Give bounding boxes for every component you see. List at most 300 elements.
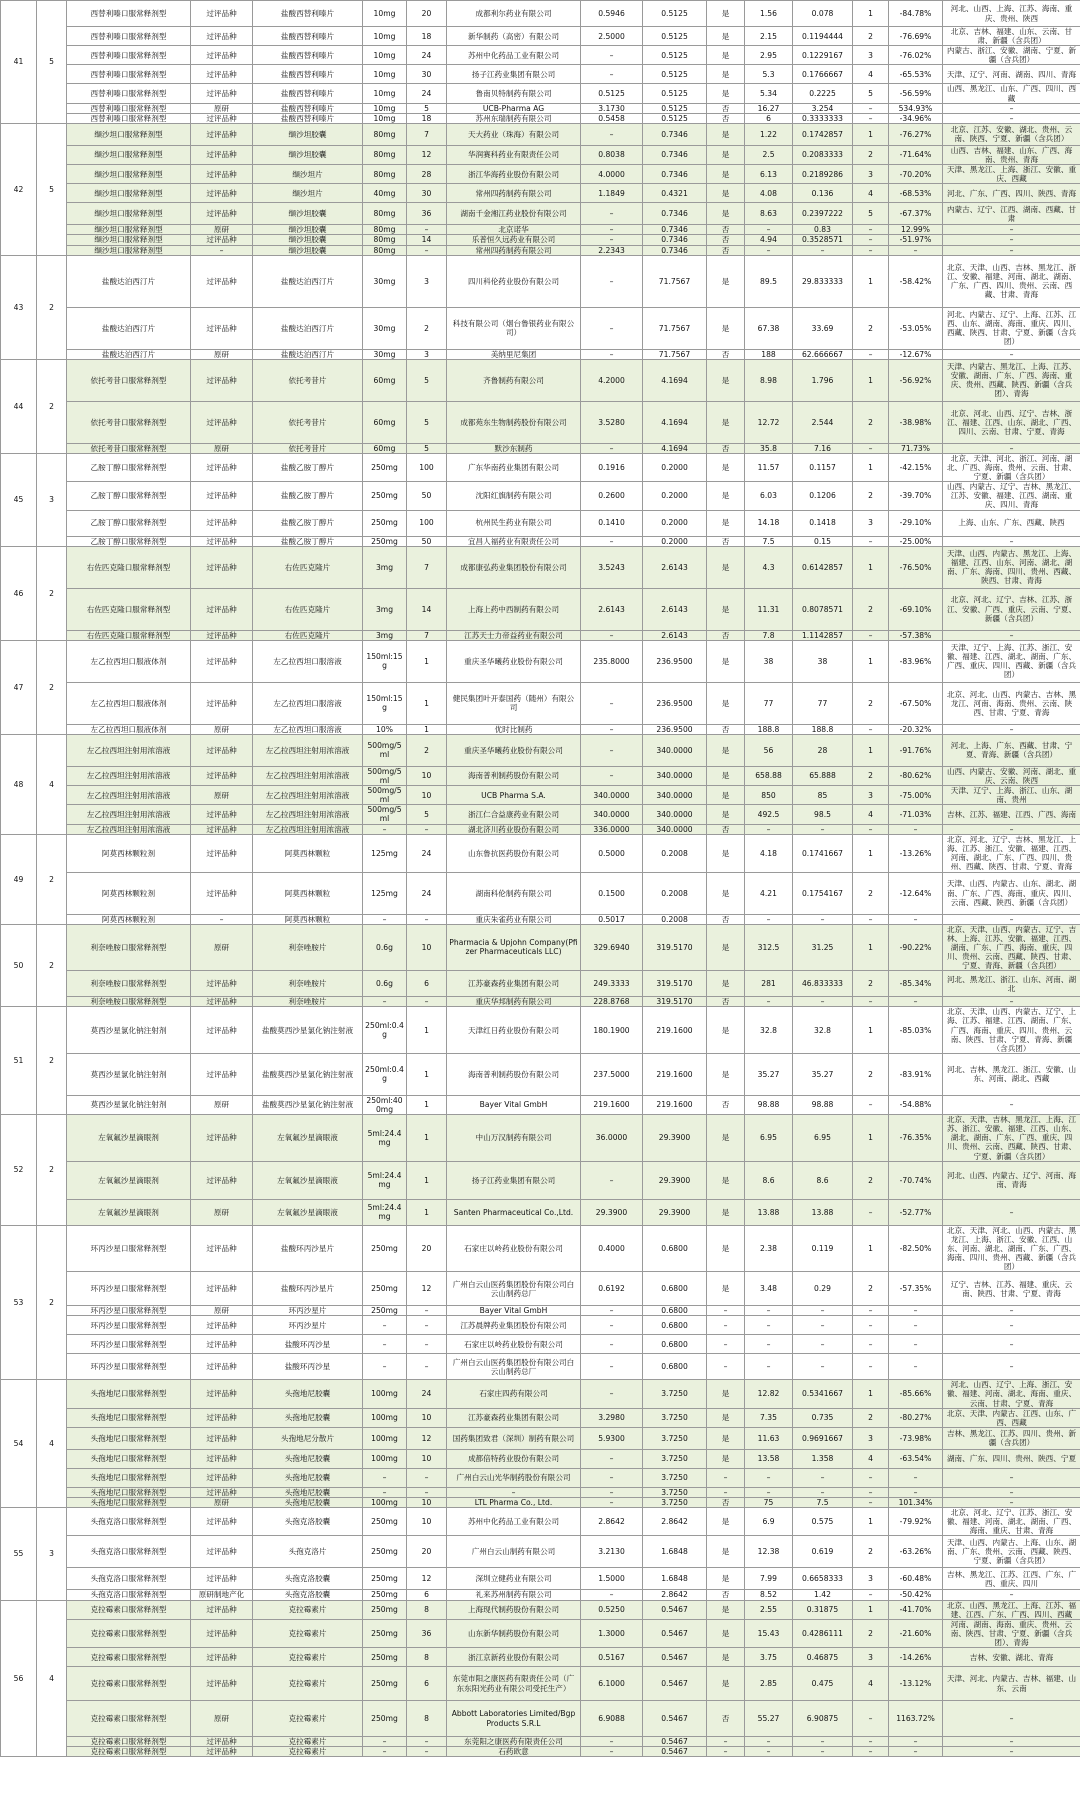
table-row <box>1 1498 1080 1508</box>
rank-cell: 4 <box>853 1449 889 1468</box>
selected-cell: 是 <box>707 453 745 481</box>
table-row <box>1 401 1080 443</box>
manufacturer-cell: 山东鲁抗医药股份有限公司 <box>447 834 581 872</box>
specification-cell: 250mg <box>363 1508 407 1536</box>
supply-regions-cell: – <box>943 1468 1080 1487</box>
unit-price-cell: 0.15 <box>793 536 853 546</box>
drug-category-cell: 头孢克洛口服常释剂型 <box>67 1590 191 1600</box>
drug-category-cell: 盐酸达泊西汀片 <box>67 349 191 359</box>
unit-price-cell: 1.1142857 <box>793 630 853 640</box>
table-row <box>1 235 1080 245</box>
evaluation-type-cell: 过评品种 <box>191 255 253 307</box>
price-reduction-cell: – <box>889 245 943 255</box>
supply-regions-cell: 吉林、黑龙江、江苏、四川、贵州、新疆（含兵团） <box>943 1427 1080 1449</box>
evaluation-type-cell: 过评品种 <box>191 1508 253 1536</box>
evaluation-type-cell: 过评品种 <box>191 1 253 27</box>
price-reduction-cell: -14.26% <box>889 1648 943 1667</box>
base-price-cell: 1.6848 <box>643 1568 707 1590</box>
selected-cell: 是 <box>707 27 745 46</box>
manufacturer-cell: 浙江仁合益康药业有限公司 <box>447 805 581 824</box>
base-price-cell: 0.2000 <box>643 510 707 536</box>
table-row <box>1 203 1080 225</box>
base-price-cell: 0.6800 <box>643 1272 707 1306</box>
unit-price-cell: 0.619 <box>793 1536 853 1568</box>
selected-cell: 是 <box>707 255 745 307</box>
price-reduction-cell: -75.00% <box>889 786 943 805</box>
drug-category-cell: 缬沙坦口服常释剂型 <box>67 203 191 225</box>
pack-size-cell: 8 <box>407 1701 447 1737</box>
selected-cell: 是 <box>707 46 745 65</box>
table-row <box>1 630 1080 640</box>
specification-cell: 30mg <box>363 307 407 349</box>
selected-cell: 是 <box>707 1600 745 1619</box>
reference-price-cell: 2.5000 <box>581 27 643 46</box>
price-reduction-cell: – <box>889 997 943 1007</box>
specification-cell: 250mg <box>363 1568 407 1590</box>
rank-cell: – <box>853 103 889 113</box>
bid-price-cell: 13.58 <box>745 1449 793 1468</box>
base-price-cell: 0.5467 <box>643 1600 707 1619</box>
drug-category-cell: 环丙沙星口服常释剂型 <box>67 1316 191 1335</box>
evaluation-type-cell: 过评品种 <box>191 1335 253 1354</box>
unit-price-cell: 31.25 <box>793 924 853 971</box>
base-price-cell: 0.7346 <box>643 203 707 225</box>
drug-category-cell: 左氧氟沙星滴眼剂 <box>67 1199 191 1225</box>
supply-regions-cell: 上海、山东、广东、西藏、陕西 <box>943 510 1080 536</box>
pack-size-cell: 12 <box>407 1568 447 1590</box>
price-reduction-cell: – <box>889 1306 943 1316</box>
drug-category-cell: 缬沙坦口服常释剂型 <box>67 245 191 255</box>
specification-cell: 500mg/5ml <box>363 766 407 785</box>
table-row <box>1 84 1080 103</box>
bid-price-cell: 6.95 <box>745 1115 793 1162</box>
selected-cell: 是 <box>707 401 745 443</box>
table-row <box>1 1427 1080 1449</box>
reference-price-cell: – <box>581 46 643 65</box>
price-reduction-cell: -39.70% <box>889 482 943 510</box>
specification-cell: 150ml:15g <box>363 640 407 682</box>
reference-price-cell: – <box>581 349 643 359</box>
table-row <box>1 1701 1080 1737</box>
base-price-cell: 340.0000 <box>643 805 707 824</box>
reference-price-cell: 6.9088 <box>581 1701 643 1737</box>
price-reduction-cell: -21.60% <box>889 1619 943 1647</box>
table-row <box>1 786 1080 805</box>
supply-regions-cell: 北京、天津、山西、内蒙古、辽宁、上海、江苏、福建、江西、湖南、广东、广西、海南、重庆、四川、贵州、云南、陕西、甘肃、宁夏、青海、新疆（含兵团） <box>943 1007 1080 1054</box>
product-name-cell: 盐酸环丙沙星 <box>253 1354 363 1380</box>
price-reduction-cell: 534.93% <box>889 103 943 113</box>
manufacturer-cell: 广东华南药业集团有限公司 <box>447 453 581 481</box>
drug-category-cell: 西替利嗪口服常释剂型 <box>67 103 191 113</box>
product-name-cell: 头孢克洛胶囊 <box>253 1590 363 1600</box>
manufacturer-cell: 礼来苏州制药有限公司 <box>447 1590 581 1600</box>
base-price-cell: 29.3900 <box>643 1199 707 1225</box>
product-name-cell: 盐酸乙胺丁醇片 <box>253 510 363 536</box>
manufacturer-cell: 山东新华制药股份有限公司 <box>447 1619 581 1647</box>
unit-price-cell: 0.9691667 <box>793 1427 853 1449</box>
pack-size-cell: 5 <box>407 359 447 401</box>
pack-size-cell: 6 <box>407 971 447 997</box>
table-row <box>1 113 1080 123</box>
drug-category-cell: 环丙沙星口服常释剂型 <box>67 1306 191 1316</box>
reference-price-cell: 0.5000 <box>581 834 643 872</box>
reference-price-cell: 2.6143 <box>581 588 643 630</box>
unit-price-cell: 188.8 <box>793 724 853 734</box>
unit-price-cell: – <box>793 1306 853 1316</box>
reference-price-cell: – <box>581 307 643 349</box>
specification-cell: 80mg <box>363 235 407 245</box>
price-reduction-cell: -83.96% <box>889 640 943 682</box>
specification-cell: 250mg <box>363 1701 407 1737</box>
group-number: 54 <box>1 1380 37 1508</box>
specification-cell: 250mg <box>363 1225 407 1272</box>
base-price-cell: 340.0000 <box>643 734 707 766</box>
supply-regions-cell: 天津、黑龙江、上海、浙江、安徽、重庆、西藏 <box>943 165 1080 184</box>
base-price-cell: 0.2000 <box>643 453 707 481</box>
reference-price-cell: 2.2343 <box>581 245 643 255</box>
unit-price-cell: 0.2225 <box>793 84 853 103</box>
reference-price-cell: – <box>581 123 643 145</box>
specification-cell: 250ml:0.4g <box>363 1007 407 1054</box>
evaluation-type-cell: 过评品种 <box>191 65 253 84</box>
base-price-cell: 0.5125 <box>643 113 707 123</box>
bid-price-cell: 12.72 <box>745 401 793 443</box>
drug-category-cell: 左乙拉西坦口服液体剂 <box>67 640 191 682</box>
table-row <box>1 1590 1080 1600</box>
manufacturer-cell: 扬子江药业集团有限公司 <box>447 65 581 84</box>
selected-cell: 否 <box>707 235 745 245</box>
table-row <box>1 1306 1080 1316</box>
specification-cell: 80mg <box>363 123 407 145</box>
reference-price-cell: 1.5000 <box>581 1568 643 1590</box>
pack-size-cell: 2 <box>407 307 447 349</box>
supply-regions-cell: 内蒙古、浙江、安徽、湖南、宁夏、新疆（含兵团） <box>943 46 1080 65</box>
drug-category-cell: 缬沙坦口服常释剂型 <box>67 235 191 245</box>
manufacturer-cell: 天大药业（珠海）有限公司 <box>447 123 581 145</box>
supply-regions-cell: 北京、吉林、福建、山东、云南、甘肃、新疆（含兵团） <box>943 27 1080 46</box>
rank-cell: 3 <box>853 1427 889 1449</box>
table-row <box>1 443 1080 453</box>
base-price-cell: 219.1600 <box>643 1095 707 1114</box>
reference-price-cell: 0.2600 <box>581 482 643 510</box>
manufacturer-cell: 石家庄以岭药业股份有限公司 <box>447 1335 581 1354</box>
selected-cell: 否 <box>707 349 745 359</box>
drug-category-cell: 环丙沙星口服常释剂型 <box>67 1225 191 1272</box>
rank-cell: 1 <box>853 1225 889 1272</box>
manufacturer-cell: 北京诺华 <box>447 225 581 235</box>
reference-price-cell: 4.2000 <box>581 359 643 401</box>
supply-regions-cell: 湖南、广东、四川、贵州、陕西、宁夏 <box>943 1449 1080 1468</box>
product-name-cell: 头孢地尼胶囊 <box>253 1487 363 1497</box>
bid-price-cell: 6.9 <box>745 1508 793 1536</box>
selected-cell: – <box>707 1316 745 1335</box>
rank-cell: – <box>853 1095 889 1114</box>
reference-price-cell: 0.1410 <box>581 510 643 536</box>
selected-cell: 否 <box>707 997 745 1007</box>
product-name-cell: 依托考昔片 <box>253 401 363 443</box>
specification-cell: 250mg <box>363 1619 407 1647</box>
table-row <box>1 1568 1080 1590</box>
drug-category-cell: 克拉霉素口服常释剂型 <box>67 1619 191 1647</box>
base-price-cell: 0.7346 <box>643 235 707 245</box>
reference-price-cell: – <box>581 235 643 245</box>
price-reduction-cell: -68.53% <box>889 184 943 203</box>
base-price-cell: 1.6848 <box>643 1536 707 1568</box>
selected-cell: 是 <box>707 1115 745 1162</box>
price-reduction-cell: -56.59% <box>889 84 943 103</box>
drug-category-cell: 依托考昔口服常释剂型 <box>67 401 191 443</box>
evaluation-type-cell: 原研 <box>191 924 253 971</box>
pack-size-cell: 20 <box>407 1536 447 1568</box>
specification-cell: 250mg <box>363 1648 407 1667</box>
table-row <box>1 734 1080 766</box>
base-price-cell: 71.7567 <box>643 349 707 359</box>
drug-category-cell: 克拉霉素口服常释剂型 <box>67 1737 191 1747</box>
specification-cell: 250ml:400mg <box>363 1095 407 1114</box>
pack-size-cell: 5 <box>407 401 447 443</box>
unit-price-cell: 8.6 <box>793 1161 853 1199</box>
bid-price-cell: 2.38 <box>745 1225 793 1272</box>
price-reduction-cell: -71.03% <box>889 805 943 824</box>
selected-cell: 否 <box>707 724 745 734</box>
pack-size-cell: – <box>407 1737 447 1747</box>
drug-category-cell: 利奈唑胺口服常释剂型 <box>67 997 191 1007</box>
supply-regions-cell: – <box>943 724 1080 734</box>
unit-price-cell: 0.119 <box>793 1225 853 1272</box>
manufacturer-cell: 优时比制药 <box>447 724 581 734</box>
selected-cell: 是 <box>707 1427 745 1449</box>
table-row <box>1 1648 1080 1667</box>
reference-price-cell: – <box>581 1335 643 1354</box>
unit-price-cell: 0.5341667 <box>793 1380 853 1408</box>
rank-cell: – <box>853 1306 889 1316</box>
base-price-cell: 0.7346 <box>643 145 707 164</box>
pack-size-cell: 50 <box>407 482 447 510</box>
evaluation-type-cell: 过评品种 <box>191 401 253 443</box>
manufacturer-cell: 天津红日药业股份有限公司 <box>447 1007 581 1054</box>
unit-price-cell: 0.83 <box>793 225 853 235</box>
unit-price-cell: 1.796 <box>793 359 853 401</box>
rank-cell: 1 <box>853 453 889 481</box>
unit-price-cell: 0.136 <box>793 184 853 203</box>
bid-price-cell: 312.5 <box>745 924 793 971</box>
drug-category-cell: 头孢地尼口服常释剂型 <box>67 1408 191 1427</box>
selected-cell: 是 <box>707 805 745 824</box>
manufacturer-cell: 成都康弘药业集团股份有限公司 <box>447 546 581 588</box>
pack-size-cell: 1 <box>407 724 447 734</box>
pack-size-cell: 30 <box>407 65 447 84</box>
unit-price-cell: 0.2083333 <box>793 145 853 164</box>
selected-cell: 是 <box>707 1007 745 1054</box>
selected-cell: 是 <box>707 84 745 103</box>
base-price-cell: 236.9500 <box>643 640 707 682</box>
bid-price-cell: – <box>745 824 793 834</box>
rank-cell: 4 <box>853 65 889 84</box>
price-reduction-cell: -12.67% <box>889 349 943 359</box>
product-name-cell: 依托考昔片 <box>253 443 363 453</box>
manufacturer-cell: 鲁南贝特制药有限公司 <box>447 84 581 103</box>
reference-price-cell: – <box>581 724 643 734</box>
product-name-cell: 头孢地尼胶囊 <box>253 1449 363 1468</box>
group-count: 2 <box>37 640 67 734</box>
evaluation-type-cell: 原研 <box>191 1701 253 1737</box>
base-price-cell: 0.7346 <box>643 123 707 145</box>
pack-size-cell: 10 <box>407 1498 447 1508</box>
unit-price-cell: 35.27 <box>793 1053 853 1095</box>
group-number: 53 <box>1 1225 37 1380</box>
reference-price-cell: 0.5458 <box>581 113 643 123</box>
product-name-cell: 左乙拉西坦注射用浓溶液 <box>253 786 363 805</box>
selected-cell: 是 <box>707 1568 745 1590</box>
reference-price-cell: – <box>581 443 643 453</box>
pack-size-cell: – <box>407 1316 447 1335</box>
drug-category-cell: 左乙拉西坦口服液体剂 <box>67 724 191 734</box>
base-price-cell: 0.5125 <box>643 65 707 84</box>
bid-price-cell: – <box>745 1487 793 1497</box>
table-row <box>1 1667 1080 1701</box>
rank-cell: 3 <box>853 165 889 184</box>
rank-cell: – <box>853 1335 889 1354</box>
unit-price-cell: 1.42 <box>793 1590 853 1600</box>
specification-cell: 10mg <box>363 46 407 65</box>
price-reduction-cell: -83.91% <box>889 1053 943 1095</box>
pack-size-cell: – <box>407 1354 447 1380</box>
reference-price-cell: 0.1500 <box>581 872 643 914</box>
evaluation-type-cell: 过评品种 <box>191 1648 253 1667</box>
base-price-cell: 29.3900 <box>643 1161 707 1199</box>
manufacturer-cell: 广州白云山光华制药股份有限公司 <box>447 1468 581 1487</box>
table-row <box>1 1053 1080 1095</box>
rank-cell: 5 <box>853 84 889 103</box>
manufacturer-cell: 重庆朱雀药业有限公司 <box>447 914 581 924</box>
selected-cell: – <box>707 1468 745 1487</box>
unit-price-cell: – <box>793 1737 853 1747</box>
supply-regions-cell: 河北、山西、上海、江苏、海南、重庆、贵州、陕西 <box>943 1 1080 27</box>
pack-size-cell: 12 <box>407 1272 447 1306</box>
table-row <box>1 453 1080 481</box>
rank-cell: – <box>853 1487 889 1497</box>
product-name-cell: 头孢克洛胶囊 <box>253 1508 363 1536</box>
manufacturer-cell: 湖南千金湘江药业股份有限公司 <box>447 203 581 225</box>
price-reduction-cell: -38.98% <box>889 401 943 443</box>
selected-cell: – <box>707 1335 745 1354</box>
drug-category-cell: 西替利嗪口服常释剂型 <box>67 1 191 27</box>
unit-price-cell: 0.1754167 <box>793 872 853 914</box>
base-price-cell: 4.1694 <box>643 443 707 453</box>
selected-cell: 是 <box>707 546 745 588</box>
table-row <box>1 225 1080 235</box>
reference-price-cell: – <box>581 225 643 235</box>
reference-price-cell: 0.5946 <box>581 1 643 27</box>
group-count: 2 <box>37 1225 67 1380</box>
pack-size-cell: 30 <box>407 184 447 203</box>
manufacturer-cell: 浙江华海药业股份有限公司 <box>447 165 581 184</box>
bid-price-cell: 1.56 <box>745 1 793 27</box>
drug-category-cell: 西替利嗪口服常释剂型 <box>67 84 191 103</box>
specification-cell: 125mg <box>363 872 407 914</box>
selected-cell: 否 <box>707 1701 745 1737</box>
unit-price-cell: 0.2189286 <box>793 165 853 184</box>
supply-regions-cell: – <box>943 630 1080 640</box>
table-row <box>1 1508 1080 1536</box>
price-reduction-cell: -76.27% <box>889 123 943 145</box>
specification-cell: 60mg <box>363 401 407 443</box>
selected-cell: 是 <box>707 165 745 184</box>
drug-category-cell: 左乙拉西坦注射用浓溶液 <box>67 786 191 805</box>
supply-regions-cell: 北京、河北、山西、辽宁、吉林、浙江、福建、江西、山东、湖北、广西、四川、云南、甘肃、宁夏、青海 <box>943 401 1080 443</box>
selected-cell: 否 <box>707 1498 745 1508</box>
drug-category-cell: 左乙拉西坦注射用浓溶液 <box>67 824 191 834</box>
evaluation-type-cell: 过评品种 <box>191 734 253 766</box>
bid-price-cell: 77 <box>745 682 793 724</box>
evaluation-type-cell: 原研 <box>191 349 253 359</box>
unit-price-cell: 0.1229167 <box>793 46 853 65</box>
unit-price-cell: 3.254 <box>793 103 853 113</box>
base-price-cell: 340.0000 <box>643 766 707 785</box>
supply-regions-cell: – <box>943 1498 1080 1508</box>
rank-cell: 3 <box>853 510 889 536</box>
product-name-cell: 左氧氟沙星滴眼液 <box>253 1115 363 1162</box>
rank-cell: 1 <box>853 1 889 27</box>
rank-cell: – <box>853 443 889 453</box>
pack-size-cell: – <box>407 1487 447 1497</box>
evaluation-type-cell: 过评品种 <box>191 1115 253 1162</box>
price-reduction-cell: -76.02% <box>889 46 943 65</box>
rank-cell: – <box>853 225 889 235</box>
reference-price-cell: 329.6940 <box>581 924 643 971</box>
supply-regions-cell: – <box>943 914 1080 924</box>
selected-cell: 是 <box>707 1648 745 1667</box>
unit-price-cell: 46.833333 <box>793 971 853 997</box>
supply-regions-cell: – <box>943 1095 1080 1114</box>
base-price-cell: 219.1600 <box>643 1053 707 1095</box>
bid-price-cell: – <box>745 1468 793 1487</box>
bid-price-cell: 7.99 <box>745 1568 793 1590</box>
specification-cell: – <box>363 1354 407 1380</box>
evaluation-type-cell: 原研 <box>191 1095 253 1114</box>
pack-size-cell: 3 <box>407 255 447 307</box>
manufacturer-cell: 常州四药制药有限公司 <box>447 245 581 255</box>
group-number: 52 <box>1 1115 37 1226</box>
price-reduction-cell: -13.26% <box>889 834 943 872</box>
product-name-cell: 左乙拉西坦口服溶液 <box>253 682 363 724</box>
supply-regions-cell: – <box>943 103 1080 113</box>
supply-regions-cell: 天津、内蒙古、黑龙江、上海、江苏、安徽、湖南、广东、广西、海南、重庆、贵州、西藏、陕西、新疆（含兵团）、青海 <box>943 359 1080 401</box>
supply-regions-cell: 北京、河北、辽宁、江苏、浙江、安徽、福建、河南、湖北、湖南、广西、海南、重庆、甘肃、青海 <box>943 1508 1080 1536</box>
drug-category-cell: 环丙沙星口服常释剂型 <box>67 1354 191 1380</box>
specification-cell: 100mg <box>363 1380 407 1408</box>
base-price-cell: 0.5125 <box>643 84 707 103</box>
supply-regions-cell: 山西、内蒙古、辽宁、吉林、黑龙江、江苏、安徽、福建、江西、湖南、重庆、四川、青海 <box>943 482 1080 510</box>
unit-price-cell: 0.4286111 <box>793 1619 853 1647</box>
bid-price-cell: 56 <box>745 734 793 766</box>
evaluation-type-cell: – <box>191 245 253 255</box>
reference-price-cell: 336.0000 <box>581 824 643 834</box>
evaluation-type-cell: – <box>191 914 253 924</box>
evaluation-type-cell: 原研 <box>191 225 253 235</box>
bid-price-cell: 7.35 <box>745 1408 793 1427</box>
drug-category-cell: 阿莫西林颗粒剂 <box>67 914 191 924</box>
specification-cell: 80mg <box>363 203 407 225</box>
bid-price-cell: 4.18 <box>745 834 793 872</box>
selected-cell: 否 <box>707 824 745 834</box>
base-price-cell: 0.5125 <box>643 27 707 46</box>
reference-price-cell: – <box>581 1737 643 1747</box>
table-row <box>1 824 1080 834</box>
drug-category-cell: 左氧氟沙星滴眼剂 <box>67 1115 191 1162</box>
pack-size-cell: 12 <box>407 1427 447 1449</box>
product-name-cell: 头孢地尼胶囊 <box>253 1468 363 1487</box>
